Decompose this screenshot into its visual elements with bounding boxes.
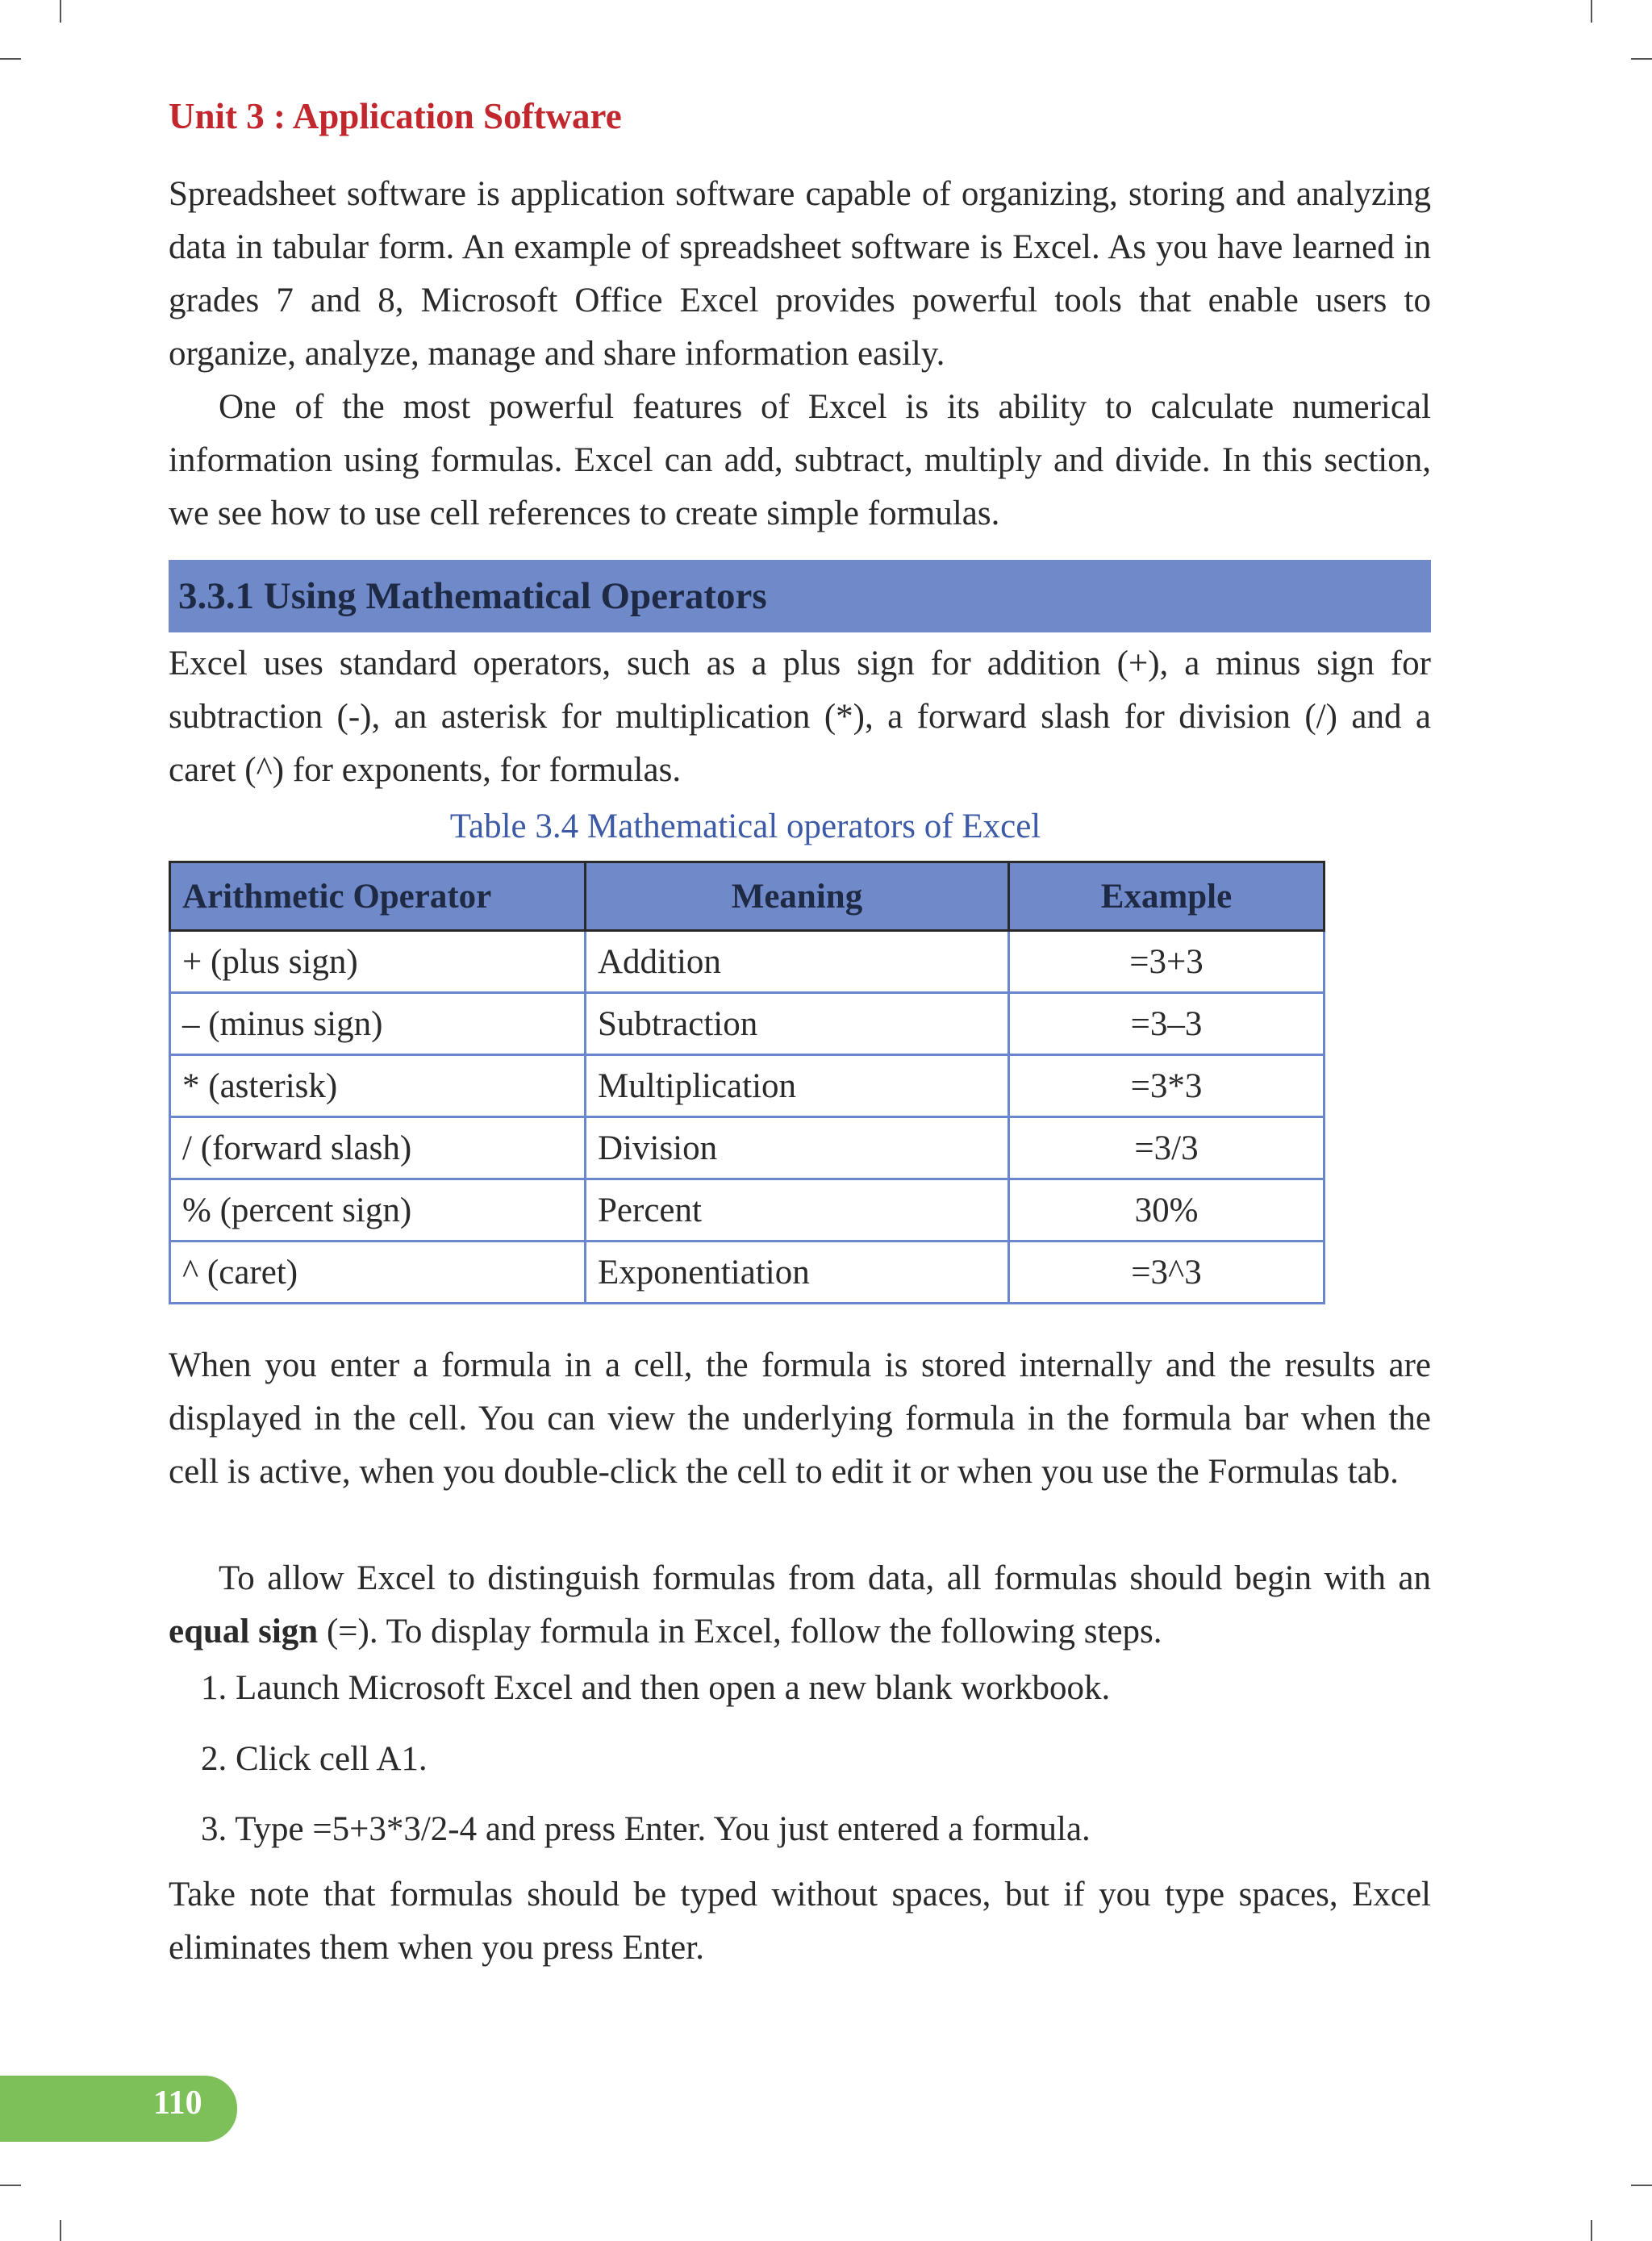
crop-mark bbox=[0, 2185, 21, 2186]
crop-mark bbox=[1591, 2220, 1592, 2241]
header-meaning: Meaning bbox=[586, 862, 1009, 931]
meaning-cell: Multiplication bbox=[586, 1055, 1009, 1117]
table-caption: Table 3.4 Mathematical operators of Excel bbox=[449, 808, 1041, 845]
crop-mark bbox=[1591, 0, 1592, 23]
meaning-cell: Subtraction bbox=[586, 993, 1009, 1055]
table-row bbox=[170, 1055, 1325, 1117]
table-header-row bbox=[170, 862, 1325, 931]
unit-title: Unit 3 : Application Software bbox=[169, 96, 622, 136]
intro-paragraph-2: One of the most powerful features of Excel is its ability to calculate numerical information using formulas. Excel can add, subtract, multiply and divide. In this section, we see how to use cell references to create simple formulas. bbox=[169, 388, 1431, 532]
example-cell: =3^3 bbox=[1009, 1242, 1325, 1304]
crop-mark bbox=[1631, 58, 1652, 60]
section-heading-band bbox=[169, 560, 1431, 632]
section-paragraph: Excel uses standard operators, such as a plus sign for addition (+), a minus sign for subtraction (-), an asterisk for multiplication (*), a forward slash for division (/) and a caret (^) for exponents, for formulas. bbox=[169, 645, 1431, 789]
list-item: 3. Type =5+3*3/2-4 and press Enter. You just entered a formula. bbox=[201, 1810, 1091, 1848]
example-cell: =3*3 bbox=[1009, 1055, 1325, 1117]
example-cell: 30% bbox=[1009, 1179, 1325, 1242]
intro-paragraph-1: Spreadsheet software is application software capable of organizing, storing and analyzing data in tabular form. An example of spreadsheet software is Excel. As you have learned in grades 7 and 8, Microsoft Office Excel provides powerful tools that enable users to organize, analyze, manage and share information easily. bbox=[169, 175, 1431, 373]
operator-cell: / (forward slash) bbox=[170, 1117, 586, 1179]
table-row bbox=[170, 931, 1325, 993]
list-item: 2. Click cell A1. bbox=[201, 1740, 428, 1778]
crop-mark bbox=[0, 58, 21, 60]
example-cell: =3–3 bbox=[1009, 993, 1325, 1055]
crop-mark bbox=[1631, 2185, 1652, 2186]
page-number: 110 bbox=[153, 2085, 202, 2122]
operator-cell: ^ (caret) bbox=[170, 1242, 586, 1304]
formula-storage-paragraph: When you enter a formula in a cell, the formula is stored internally and the results are displayed in the cell. You can view the underlying formula in the formula bar when the cell is active, when you double-click the cell to edit it or when you use the Formulas tab. bbox=[169, 1346, 1431, 1491]
table-row bbox=[170, 1242, 1325, 1304]
example-cell: =3+3 bbox=[1009, 931, 1325, 993]
operator-cell: + (plus sign) bbox=[170, 931, 586, 993]
table-row bbox=[170, 1179, 1325, 1242]
crop-mark bbox=[60, 2220, 61, 2241]
meaning-cell: Addition bbox=[586, 931, 1009, 993]
equal-sign-paragraph bbox=[169, 1552, 1431, 1659]
equal-sign-emphasis: equal sign bbox=[169, 1613, 319, 1650]
operator-cell: – (minus sign) bbox=[170, 993, 586, 1055]
meaning-cell: Exponentiation bbox=[586, 1242, 1009, 1304]
example-cell: =3/3 bbox=[1009, 1117, 1325, 1179]
section-heading: 3.3.1 Using Mathematical Operators bbox=[178, 575, 767, 617]
table-row bbox=[170, 993, 1325, 1055]
meaning-cell: Percent bbox=[586, 1179, 1009, 1242]
table-row bbox=[170, 1117, 1325, 1179]
crop-mark bbox=[60, 0, 61, 23]
operator-cell: * (asterisk) bbox=[170, 1055, 586, 1117]
equal-sign-text-start: To allow Excel to distinguish formulas from data, all formulas should begin with an bbox=[219, 1559, 1431, 1597]
operators-table bbox=[169, 861, 1325, 1304]
operator-cell: % (percent sign) bbox=[170, 1179, 586, 1242]
list-item: 1. Launch Microsoft Excel and then open a new blank workbook. bbox=[201, 1669, 1111, 1707]
header-example: Example bbox=[1009, 862, 1325, 931]
take-note-paragraph: Take note that formulas should be typed without spaces, but if you type spaces, Excel eliminates them when you press Enter. bbox=[169, 1876, 1431, 1967]
equal-sign-text-end: (=). To display formula in Excel, follow the following steps. bbox=[318, 1613, 1162, 1650]
header-arithmetic-operator: Arithmetic Operator bbox=[170, 862, 586, 931]
meaning-cell: Division bbox=[586, 1117, 1009, 1179]
